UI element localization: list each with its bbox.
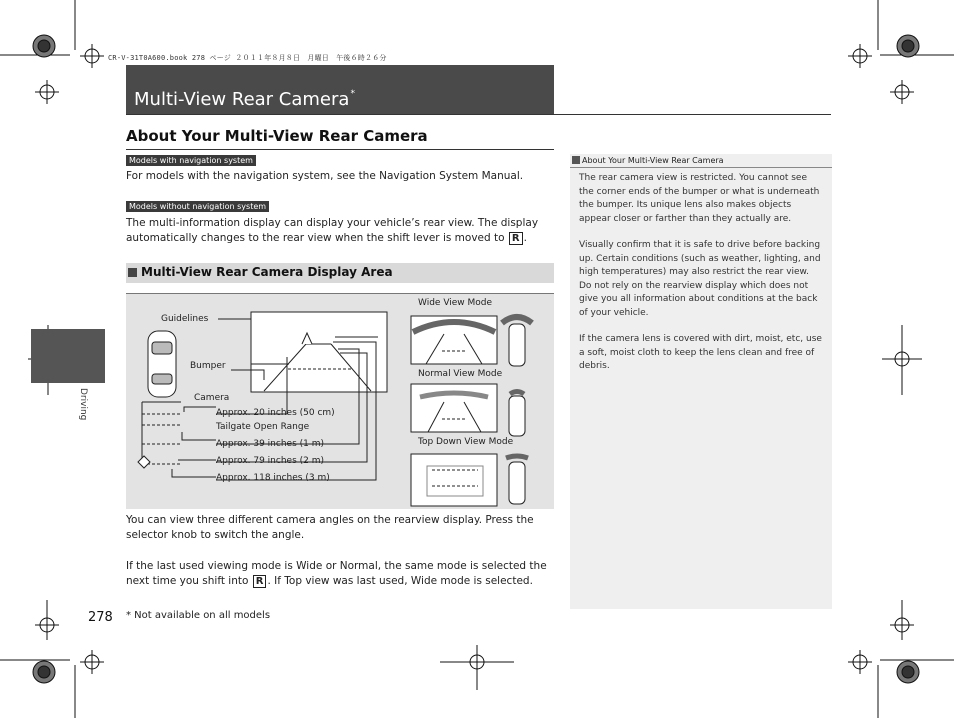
sidebar-heading [570,154,832,168]
footnote: * Not available on all models [126,610,271,621]
paragraph-navigation: For models with the navigation system, see the Navigation System Manual. [126,170,524,182]
section-heading: About Your Multi-View Rear Camera [126,127,428,145]
sidebar-heading-text: About Your Multi-View Rear Camera [582,156,724,165]
label-tailgate-open-range: Tailgate Open Range [216,422,310,432]
title-rule [126,114,831,115]
car-top-view-icon [148,331,176,397]
page-title-text: Multi-View Rear Camera [134,89,350,110]
section-rule [126,149,554,150]
label-normal-view-mode: Normal View Mode [418,369,503,379]
label-wide-view-mode: Wide View Mode [418,298,493,308]
label-approx-118-inches: Approx. 118 inches (3 m) [216,473,330,483]
label-guidelines: Guidelines [161,314,209,324]
display-area-subheading [126,263,554,283]
label-approx-20-inches: Approx. 20 inches (50 cm) [216,408,335,418]
paragraph-camera-angles: You can view three different camera angles on the rearview display. Press the selector knob to switch the angle. [126,514,534,541]
chapter-tab [31,329,105,383]
shift-r-key: R [253,575,267,588]
chapter-label: Driving [78,388,88,421]
sidebar-paragraph-2: Visually confirm that it is safe to drive before backing up. Certain conditions (such as weather, lighting, and high temperatures) may also restrict the rear view. Do not rely on the rearview display which does not give you all information about conditions at the back of your vehicle. [579,240,821,318]
square-bullet-icon [128,268,137,277]
label-approx-79-inches: Approx. 79 inches (2 m) [216,456,324,466]
print-header: CR-V-31T0A600.book 278 ページ ２０１１年８月８日 月曜日 午後６時２６分 [108,54,387,62]
page-title [134,89,355,110]
shift-r-key: R [509,232,523,245]
page-number: 278 [88,610,113,625]
paragraph-viewing-mode-text: If the last used viewing mode is Wide or Normal, the same mode is selected the next time you shift into [126,560,547,587]
camera-diagram [126,293,554,509]
tag-with-navigation: Models with navigation system [126,155,256,166]
sidebar-note [570,154,832,609]
paragraph-rear-view-end: . [523,232,527,244]
paragraph-rear-view-text: The multi-information display can display your vehicle’s rear view. The display automatically changes to the rear view when the shift lever is moved to [126,217,539,244]
label-camera: Camera [194,393,230,403]
paragraph-viewing-mode-end: . If Top view was last used, Wide mode is selected. [267,575,533,587]
title-bar [126,65,554,115]
tag-without-navigation: Models without navigation system [126,201,269,212]
label-bumper: Bumper [190,361,226,371]
label-top-down-view-mode: Top Down View Mode [418,437,514,447]
display-area-subheading-text: Multi-View Rear Camera Display Area [141,265,393,279]
reference-icon [572,156,580,164]
paragraph-viewing-mode [126,559,556,589]
sidebar-paragraph-3: If the camera lens is covered with dirt, moist, etc, use a soft, moist cloth to keep the lens clean and free of debris. [579,334,822,371]
camera-diagram-drawing [126,294,554,510]
title-footnote-mark: * [350,89,355,99]
label-approx-39-inches: Approx. 39 inches (1 m) [216,439,324,449]
sidebar-paragraph-1: The rear camera view is restricted. You cannot see the corner ends of the bumper or what is underneath the bumper. Its unique lens also makes objects appear closer or farther than they actually are. [579,173,820,224]
paragraph-rear-view [126,216,556,246]
